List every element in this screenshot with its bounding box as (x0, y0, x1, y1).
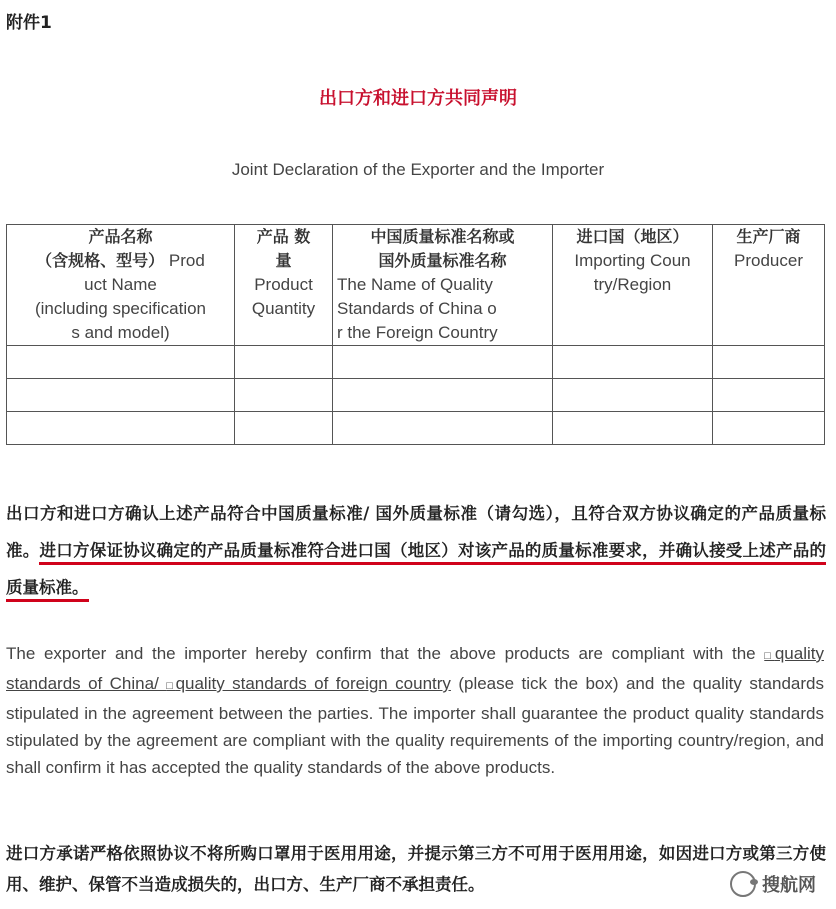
table-row (7, 412, 825, 445)
header-quality-standard: 中国质量标准名称或 国外质量标准名称 The Name of Quality Standards of China o r the Foreign Country (333, 225, 553, 346)
watermark (726, 869, 820, 899)
header-producer: 生产厂商 Producer (713, 225, 825, 346)
option-foreign-standards[interactable]: □quality standards of foreign country (166, 674, 451, 693)
underlined-guarantee-text: 进口方保证协议确定的产品质量标准符合进口国（地区）对该产品的质量标准要求，并确认接受上述产品的质量标准。 (6, 541, 826, 602)
table-cell[interactable] (7, 346, 235, 379)
table-cell[interactable] (333, 379, 553, 412)
table-cell[interactable] (235, 379, 333, 412)
table-cell[interactable] (713, 379, 825, 412)
table-cell[interactable] (553, 412, 713, 445)
confirmation-paragraph-cn (6, 495, 826, 606)
table-cell[interactable] (235, 412, 333, 445)
table-header-row (7, 225, 825, 346)
table-cell[interactable] (553, 346, 713, 379)
checkbox-foreign-standards[interactable]: □ (166, 680, 176, 692)
table-row (7, 379, 825, 412)
checkbox-china-standards[interactable]: □ (764, 650, 775, 662)
annex-label: 附件1 (6, 13, 52, 33)
table-cell[interactable] (235, 346, 333, 379)
header-product-name: 产品名称 （含规格、型号） Prod uct Name (including specification s and model) (7, 225, 235, 346)
table-cell[interactable] (333, 346, 553, 379)
option-china-standards[interactable]: □quality standards of China/ (6, 644, 824, 693)
header-quantity: 产品 数 量 Product Quantity (235, 225, 333, 346)
table-cell[interactable] (713, 412, 825, 445)
table-cell[interactable] (7, 412, 235, 445)
table-cell[interactable] (333, 412, 553, 445)
table-cell[interactable] (713, 346, 825, 379)
confirmation-text-part1: 出口方和进口方确认上述产品符合中国质量标准/ 国外质量标准（请勾选），且符合双方协议确定的产品质量标准。 (6, 504, 826, 560)
importer-commitment-paragraph: 进口方承诺严格依照协议不将所购口罩用于医用用途，并提示第三方不可用于医用用途，如因进口方或第三方使用、维护、保管不当造成损失的，出口方、生产厂商不承担责任。 (6, 844, 826, 894)
header-importing-country: 进口国（地区） Importing Coun try/Region (553, 225, 713, 346)
wechat-icon (730, 871, 756, 897)
declaration-table (6, 224, 825, 445)
table-cell[interactable] (7, 379, 235, 412)
title-english: Joint Declaration of the Exporter and the Importer (231, 160, 605, 179)
title-chinese: 出口方和进口方共同声明 (319, 88, 517, 109)
table-row (7, 346, 825, 379)
watermark-text: 搜航网 (762, 875, 816, 896)
confirmation-paragraph-en: The exporter and the importer hereby confirm that the above products are compliant with the □quality standards of China/ □quality standards of foreign country (please tick the box) and the quality standards stipulated in the agreement between the parties. The importer shall guarantee the product quality standards stipulated by the agreement are compliant with the quality requirements of the importing country/region, and shall confirm it has accepted the quality standards of the above products. (6, 644, 824, 777)
table-cell[interactable] (553, 379, 713, 412)
